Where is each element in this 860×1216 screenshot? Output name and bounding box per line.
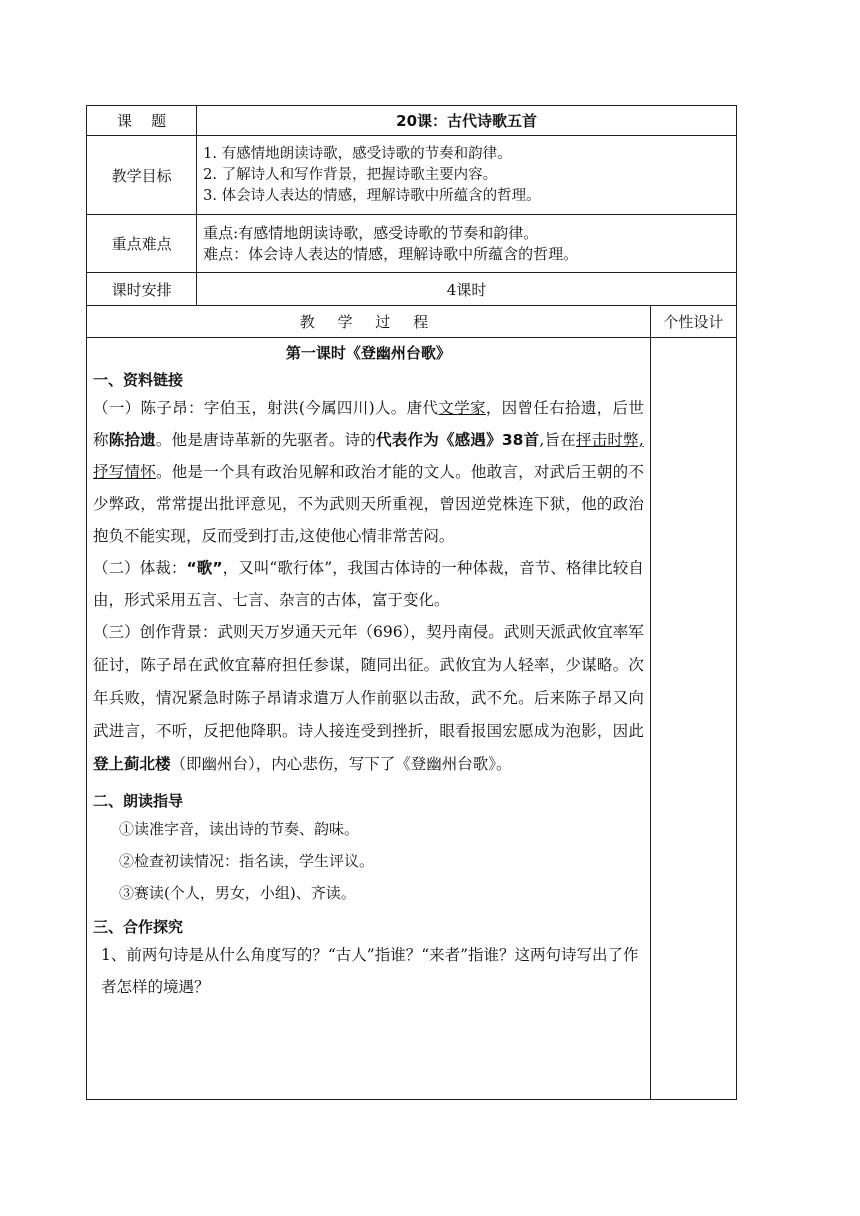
topic-label: 课 题 bbox=[87, 106, 197, 136]
hours-value: 4课时 bbox=[197, 273, 737, 306]
section-title: 二、朗读指导 bbox=[93, 792, 184, 810]
process-header-row bbox=[87, 306, 737, 338]
paragraph-author: （一）陈子昂：字伯玉，射洪(今属四川)人。唐代文学家，因曾任右拾遗，后世称陈拾遗。他是唐诗革新的先驱者。诗的代表作为《感遇》38首,旨在抨击时弊,抒写情怀。他是一个具有政治见解和政治才能的文人。他敢言，对武后王朝的不少弊政，常常提出批评意见，不为武则天所重视，曾因逆党株连下狱，他的政治抱负不能实现，反而受到打击,这使他心情非常苦闷。 bbox=[93, 399, 644, 545]
topic-value: 20课：古代诗歌五首 bbox=[197, 106, 737, 136]
process-heading: 教 学 过 程 bbox=[87, 306, 651, 338]
keypoint-item: 重点:有感情地朗读诗歌，感受诗歌的节奏和韵律。 bbox=[203, 223, 539, 242]
reading-step: ③赛读(个人，男女，小组)、齐读。 bbox=[119, 884, 356, 902]
design-heading: 个性设计 bbox=[650, 306, 736, 338]
goals-row bbox=[87, 136, 737, 215]
goals-list bbox=[197, 136, 737, 215]
process-body-row bbox=[87, 338, 737, 1100]
process-content bbox=[87, 338, 651, 1100]
hours-label: 课时安排 bbox=[87, 273, 197, 306]
reading-step: ②检查初读情况：指名读，学生评议。 bbox=[119, 852, 375, 870]
keypoints-list bbox=[197, 215, 737, 273]
goal-item: 1. 有感情地朗读诗歌，感受诗歌的节奏和韵律。 bbox=[203, 145, 512, 162]
keypoints-label: 重点难点 bbox=[87, 215, 197, 273]
keypoints-row bbox=[87, 215, 737, 273]
topic-row bbox=[87, 106, 737, 136]
lesson-title: 第一课时《登幽州台歌》 bbox=[285, 344, 451, 362]
section-title: 三、合作探究 bbox=[93, 918, 184, 936]
hours-row bbox=[87, 273, 737, 306]
reading-step: ①读准字音，读出诗的节奏、韵味。 bbox=[119, 820, 360, 838]
paragraph-background: （三）创作背景：武则天万岁通天元年（696），契丹南侵。武则天派武攸宜率军征讨，陈子昂在武攸宜幕府担任参谋，随同出征。武攸宜为人轻率，少谋略。次年兵败，情况紧急时陈子昂请求遣万人作前驱以击敌，武不允。后来陈子昂又向武进言，不听，反把他降职。诗人接连受到挫折，眼看报国宏愿成为泡影，因此登上蓟北楼（即幽州台），内心悲伤，写下了《登幽州台歌》。 bbox=[93, 623, 644, 773]
lesson-plan-table bbox=[86, 105, 737, 1100]
goal-item: 3. 体会诗人表达的情感，理解诗歌中所蕴含的哲理。 bbox=[203, 187, 541, 204]
section-title: 一、资料链接 bbox=[93, 371, 184, 389]
goals-label: 教学目标 bbox=[87, 136, 197, 215]
design-notes-cell bbox=[650, 338, 736, 1100]
keypoint-item: 难点：体会诗人表达的情感，理解诗歌中所蕴含的哲理。 bbox=[203, 244, 579, 263]
goal-item: 2. 了解诗人和写作背景，把握诗歌主要内容。 bbox=[203, 166, 498, 183]
paragraph-genre: （二）体裁：“歌”，又叫“歌行体”，我国古体诗的一种体裁，音节、格律比较自由，形式采用五言、七言、杂言的古体，富于变化。 bbox=[93, 559, 644, 609]
discussion-question: 1、前两句诗是从什么角度写的？“古人”指谁？“来者”指谁？这两句诗写出了作者怎样的境遇？ bbox=[101, 946, 639, 996]
